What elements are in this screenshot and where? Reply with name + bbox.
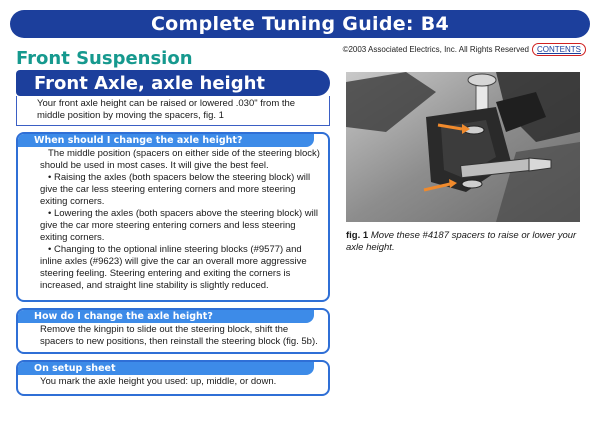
- guide-title: Complete Tuning Guide: B4: [150, 13, 450, 35]
- when-paragraph: • Raising the axles (both spacers below the steering block) will give the car less steering entering corners and more steering exiting corners.: [40, 172, 311, 207]
- contents-button[interactable]: CONTENTS: [532, 43, 586, 56]
- setup-body: You mark the axle height you used: up, middle, or down.: [40, 376, 277, 387]
- figure-caption-text: Move these #4187 spacers to raise or lower your axle height.: [346, 230, 577, 253]
- figure-label: fig. 1: [346, 230, 369, 241]
- intro-paragraph: Your front axle height can be raised or lowered .030" from the middle position by moving the spacers, fig. 1: [16, 96, 330, 126]
- axle-photo: [346, 72, 580, 222]
- when-body: [18, 147, 328, 296]
- how-body: Remove the kingpin to slide out the steering block, shift the spacers to new positions, then reinstall the steering block (fig. 5b).: [40, 324, 318, 347]
- topic-title: Front Axle, axle height: [34, 72, 265, 94]
- when-paragraph: • Changing to the optional inline steering blocks (#9577) and inline axles (#9623) will give the car an overall more aggressive steering feeling. Steering entering and exiting the corners is increased, and straight line stability is slightly reduced.: [40, 244, 307, 291]
- setup-heading: On setup sheet: [18, 362, 314, 375]
- when-heading: When should I change the axle height?: [18, 134, 314, 147]
- guide-header: [10, 10, 590, 38]
- when-paragraph: • Lowering the axles (both spacers above the steering block) will give the car more steering entering corners and less steering exiting corners.: [40, 208, 318, 243]
- when-paragraph: The middle position (spacers on either side of the steering block) should be used in most cases. It will give the best feel.: [40, 148, 320, 171]
- section-title: Front Suspension: [16, 48, 193, 69]
- copyright-line: [343, 43, 586, 56]
- copyright-text: ©2003 Associated Electrics, Inc. All Rights Reserved: [342, 45, 529, 54]
- figure-caption: [346, 230, 586, 254]
- how-box: [16, 308, 330, 354]
- how-heading: How do I change the axle height?: [18, 310, 314, 323]
- axle-photo-illustration: [346, 72, 580, 222]
- when-box: [16, 132, 330, 302]
- topic-title-bar: [16, 70, 330, 96]
- setup-box: [16, 360, 330, 396]
